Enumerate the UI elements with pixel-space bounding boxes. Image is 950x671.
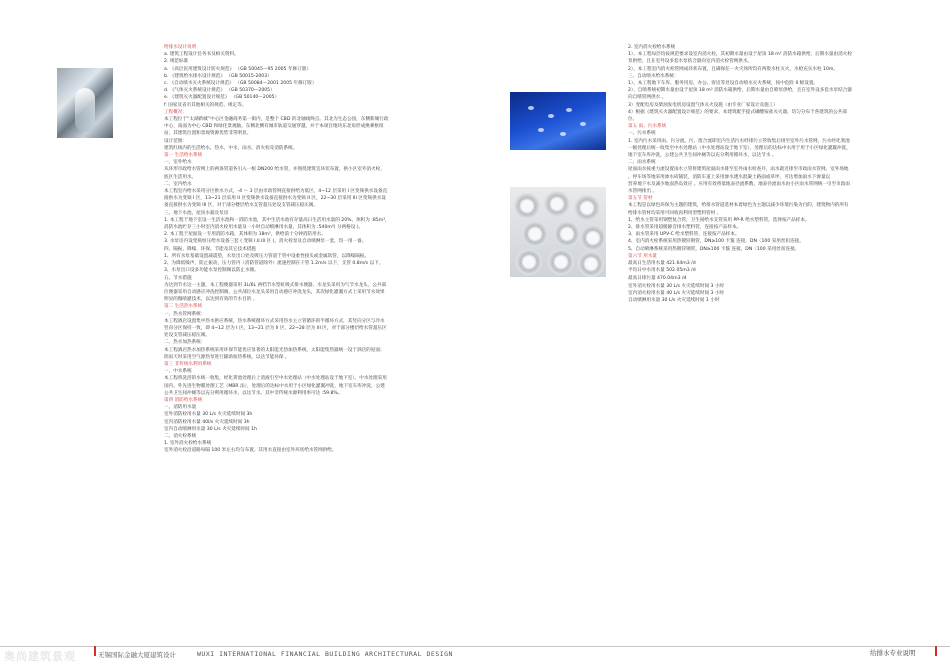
text-line: 明显的微喷灌技术，以达到有效的节水目的 。 <box>164 297 258 303</box>
text-line: 2. 本工程于屋面设一专用消防水箱，其体积为 18m³，供给前十分钟消防用水。 <box>164 232 326 238</box>
text-line: a. 建筑工程设计任务书及相关资料。 <box>164 52 239 58</box>
text-line: 一级处理后统一收集至中水处理站（中水处理站设于地下室），处理后的达标中水用于用于小区绿化灌溉冲洗， <box>628 145 851 151</box>
text-line: 5、自动喷淋系统采用热镀锌钢管，DN≥100 卡箍 连接，DN〈100 采用丝扣连接。 <box>628 246 800 252</box>
pipe-end <box>554 221 580 247</box>
text-line: ，停车场等地采用渗水砖铺装，消防车道上采用渗水透水混凝土路面或草坪，可达增加雨水下渗量以 <box>628 174 831 180</box>
text-line: 本工程将洗浴的水统一收集，经化粪池处理后上清液引至中水处理站（中水处理站设于地下室）。中水处理采用 <box>164 376 387 382</box>
section-heading: 第二 生活热水系统 <box>164 304 203 310</box>
text-line: e. 《建筑灭火器配置设计规范》 （GB 50140—2005） <box>164 95 280 101</box>
text-line: 泵供给，且在室外设多套水泵结合器向室内消火栓管网供水。 <box>628 59 753 65</box>
section-heading: 第六节 用水量 <box>628 253 658 259</box>
text-line: 本工程室内给水采用分区供水方式，-4 ～ 3 层由市政管网直接供给为低区，4~12 层采用 I 区变频供水设备直 <box>164 189 388 195</box>
text-line: 一、污水系统 <box>628 131 656 137</box>
pipe-end <box>580 225 606 251</box>
text-line: 阴雨天时采用空气源热泵进行辅助加热系统，以达节能环保 。 <box>164 354 290 360</box>
text-line: 最高日排污量 470.04m3 /d <box>628 275 687 281</box>
text-line: 一、热水管网系统： <box>164 311 206 317</box>
text-line: 2、排水管采用超级静音排水塑料管，连接按产品样本。 <box>628 225 742 231</box>
water-droplets-photo <box>510 92 606 150</box>
text-line: 本工程是以绿色环保为主题的建筑，给排水管道选材本着绿色为主题以减少环境污染为目的，建筑物内的所有 <box>628 203 849 209</box>
text-line: 2. 规范标准 <box>164 59 189 65</box>
droplet <box>548 114 554 118</box>
pipe-end <box>522 221 548 247</box>
pipe-end <box>514 193 540 219</box>
text-line: 本工程位于“太湖新城”中心区金融商务第一街内，是整个 CBD 的北轴线终点。其北为生态公园，东侧新城行政 <box>164 117 389 123</box>
text-line: 一、消防用水量 <box>164 405 197 411</box>
text-line: 一、室外给水 <box>164 160 192 166</box>
text-line: 公共卫生间冲厕等以充分利用循环水，以达节水。其中非传统水源利用率可达 :59.8%。 <box>164 390 343 396</box>
text-line: 1、所有水泵基础设置减震垫，水泵出口处及吸压力管道于管中设柔性接头或金属软管，以降噪隔振。 <box>164 253 370 259</box>
text-line: 二、室内给水 <box>164 181 192 187</box>
text-line: 1. 室外消火栓给水系统 <box>164 441 212 447</box>
section-heading: 第三 非传统水利用系统 <box>164 361 212 367</box>
section-heading: 第五 雨、污水系统 <box>628 124 667 130</box>
text-line: 备直接供水为变频 III 区，对于部分楼层给水支管超压处设支管减压稳压阀。 <box>164 203 318 209</box>
text-line: 底区生活用水。 <box>164 174 197 180</box>
text-line: 室内自动喷淋用水量 30 L/s 火灾延续时间 1h <box>164 426 257 432</box>
text-line: 2. 室内消火栓给水系统 <box>628 45 676 50</box>
text-line: 本工程酒店热水加热系统采用环保节能优应显著的太阳能光热加热系统，太阳能集热器统一设于酒店的屋面； <box>164 347 385 353</box>
text-line: 最高日生活用水量 421.64m3 /d <box>628 261 696 267</box>
pipe-end <box>578 251 604 277</box>
droplet <box>528 106 534 110</box>
footer-accent-mark <box>94 646 96 656</box>
text-line: 3、水泵出口设多功能水泵控制阀以防止水锤。 <box>164 268 259 274</box>
section-heading: 第一 生活给水系统 <box>164 153 203 159</box>
text-line: 位。 <box>628 117 638 123</box>
section-title: 给排水专业说明 <box>870 649 916 657</box>
text-line: 二、热水加热系统： <box>164 340 206 346</box>
footer-accent-mark <box>935 646 937 656</box>
text-line: 室内消防栓用水量 40l/s 火灾延续时间 3h <box>164 419 250 425</box>
text-line: 1）、本工程每层均按规范要求设室内消火栓，其初期水量由设于屋顶 18 m³ 消防水箱供给，后期水量由消火栓 <box>628 52 852 58</box>
text-line: 二、雨水系统 <box>628 160 656 166</box>
text-line: f. 国家及省市其他相关的规范、规定等。 <box>164 102 247 108</box>
right-text-column <box>628 44 913 304</box>
text-line: b. 《建筑给水排水设计规范》 （GB 50015-2003） <box>164 73 272 79</box>
pipe-end <box>544 191 570 217</box>
pipe-end <box>516 249 542 275</box>
text-line: 室内消火栓用水量 40 L/s 火灾延续时间 3 小时 <box>628 290 725 296</box>
text-line: 室外消火栓沿道路每隔 100 米左右均匀布置。其用水直接由室外环状给水管网供给。 <box>164 448 337 454</box>
brand-logo-text: 奥尚建筑景观 <box>4 650 76 663</box>
text-line: 三、自动喷水给水系统： <box>628 73 679 79</box>
text-line: 营养地下水及减少地面热岛效应 。应用有效将低地表径流系数，地表径流雨水由小区雨水管网统一引至市政雨 <box>628 181 850 187</box>
text-line: 三、地下水池、屋顶水箱及泵房 <box>164 210 229 216</box>
text-line: 中心，南面为中心 CBD 和绿化景观轴。东侧北侧有城市轨道交通穿越，并于本项目地块东北角形成换乘枢纽 <box>164 124 384 130</box>
pipe-end <box>548 249 574 275</box>
text-line: 1、给水主管采用钢塑复合管，卫生间给水支管采用 PP-R 给水塑料管，选择按产品样本。 <box>628 217 810 223</box>
text-line: 1. 室内污水采用雨、污分流。污、废合流即室内生活污水经排污立管收集后排至室外污水管网，污水经化粪池 <box>628 138 850 144</box>
text-line: 消防水池贮存三小时室内消火栓用水量及一小时自动喷淋用水量，其体积为 :540m³( 分两格设 )。 <box>164 225 364 231</box>
section-heading: 第四 消防给水系统 <box>164 397 203 403</box>
droplet <box>538 128 544 132</box>
text-line: 给排水管材均采用可回收再利用型塑料管材 。 <box>628 210 722 216</box>
text-line: 接供水为变频 I 区，13~21 层采用 II 区变频供水设备直接供水为变频 II 区，22~30 层采用 III 区变频供水设 <box>164 196 386 202</box>
text-line: 向自喷管网供水 。 <box>628 95 667 101</box>
droplet <box>566 108 572 112</box>
pipes-photo <box>510 187 606 277</box>
text-line: 为达到节水这一主题，本工程便器采用 3L/6L 两档节水型虹吸式排水便器，水龙头采用为气节水龙头，公共部 <box>164 282 387 288</box>
text-line: 室外消防栓用水量 30 L/s 火灾延续时间 3h <box>164 412 253 418</box>
text-line: 五、节水措施 <box>164 275 192 281</box>
text-line: 本工程酒店设置集中热水供应系统，热水系统循环方式采用热水主立管循环的半循环方式，其竖向分区与冷水 <box>164 318 385 324</box>
text-line: d. 《气体灭火系统设计规范》 （GB 50370—2005） <box>164 88 275 94</box>
text-line: 室外消火栓用水量 30 L/s 火灾延续时间 3 小时 <box>628 283 725 289</box>
text-line: a. 《高层民用建筑设计防火规范》 （GB 50045—95 2005 年修订版） <box>164 66 311 72</box>
text-line: 1）、本工程地下车库、服务用房、办公、客房等处设自动喷水灭火系统，按中危险 II 级设置。 <box>628 81 819 87</box>
footer-divider <box>0 646 950 647</box>
text-line: c. 《自动喷水灭火系统设计规范》 （GB 50084—2001 2005 年修订版） <box>164 81 317 87</box>
text-line: 竖向分区保持一致，即 4~12 层为 I 区，13~21 层为 II 区，22~28 层为 III 区，对于部分楼层给水管超压区 <box>164 325 387 331</box>
droplet <box>580 122 586 126</box>
section-heading: 第五节 管材 <box>628 196 653 202</box>
text-line: 地下室车库冲洗，公建公共卫生间冲厕等以充分利用循环水，以达节水 。 <box>628 153 777 159</box>
text-line: 3、雨水管采用 UPV-C 给水塑料管，连接按产品样本。 <box>628 232 740 238</box>
text-line: 1. 本工程于地下室设一生活水池和一消防水池，其中生活水池有存量高日生活用水量的 20%，体积为 :85m³， <box>164 217 390 223</box>
text-line: 四、隔振、降噪、环保、节能及其它技术措施 <box>164 246 256 252</box>
text-line: 国内、外先进生物膜处理工艺（MBR 法），处理后的达标中水用于小区绿化灌溉冲洗，地下室车库冲洗，公建 <box>164 383 385 389</box>
text-line: 自动喷淋用水量 30 L/s 火灾延续时间 1 小时 <box>628 298 720 304</box>
project-title-en: WUXI INTERNATIONAL FINANCIAL BUILDING ARCHITECTURAL DESIGN <box>197 650 453 658</box>
text-line: 4、室内消火栓系统采用热镀锌钢管，DN≥100 卡箍 连接，DN〈100 采用丝扣连接。 <box>628 239 804 245</box>
text-line: 设计范围： <box>164 138 187 144</box>
pipe-end <box>574 195 600 221</box>
text-line: 2）、自喷系统初期水量由设于屋顶 18 m³ 消防水箱供给，后期水量由自喷泵供给，且在室外设多套水泵结合器 <box>628 88 852 94</box>
section-heading: 给排水设计说明 <box>164 45 197 50</box>
text-line: 屋面雨水按重力流设置雨水立管将建筑屋面雨水排至室外雨水检查井，雨水就近排至市政雨水管网。室外场地 <box>628 167 849 173</box>
text-line: 3. 水泵房内设变频恒压给水设备三套 ( 变频 I.II.III 区 )，消火栓泵及自动喷淋泵一套，均一用一备。 <box>164 239 367 245</box>
text-line: 2）、本工程室内消火栓管网成环状布置，且确保任一火灾场所均有两股水柱灭火，水枪充实水柱 10m。 <box>628 66 838 72</box>
water-faucet-photo <box>57 68 113 138</box>
text-line: 平均日中水用水量 502.05m3 /d <box>628 268 696 274</box>
text-line: 4）根据《建筑灭火器配置设计规范》的要求，本建筑配手提式磷酸铵盐灭火器，均匀分布于各建筑的公共部 <box>628 109 847 115</box>
droplet <box>560 132 566 136</box>
text-line: 2、为降低噪声，防止振动，压力管内（消防管道除外）流速控制在干管 1.2m/s 以下，支管 0.8m/s 以下。 <box>164 261 384 267</box>
text-line: 3）变配电房及柴油发电机房设置气体灭火设施（由专业厂家设计及施工） <box>628 102 778 108</box>
text-line: 建筑红线内的生活给水，热水，中水，雨水，消火栓及消防系统。 <box>164 145 298 151</box>
water-stream-shape <box>75 88 95 132</box>
project-title-cn: 无锡国际金融大厦建筑设计 <box>98 651 176 659</box>
text-line: 从环形市政给水管网上的两条管道各引入一根 DN200 给水管，并围绕建筑室环状布置，供小区室外消火栓， <box>164 167 385 173</box>
section-heading: 工程概况： <box>164 109 187 115</box>
text-line: 水管网排出 。 <box>628 189 658 195</box>
text-line: 站，其建筑位置和景观资源优势非常明显。 <box>164 131 252 137</box>
left-text-column <box>164 44 454 455</box>
text-line: 一、中水系统 <box>164 369 192 375</box>
text-line: 位便器采用自动感应冲洗控制阀，公共部位水龙头采用自动感应冲洗龙头，其次绿化灌溉方式上采用节水效果 <box>164 289 385 295</box>
text-line: 二、消火栓系统 <box>164 433 197 439</box>
text-line: 处设支管减压稳压阀。 <box>164 333 210 339</box>
